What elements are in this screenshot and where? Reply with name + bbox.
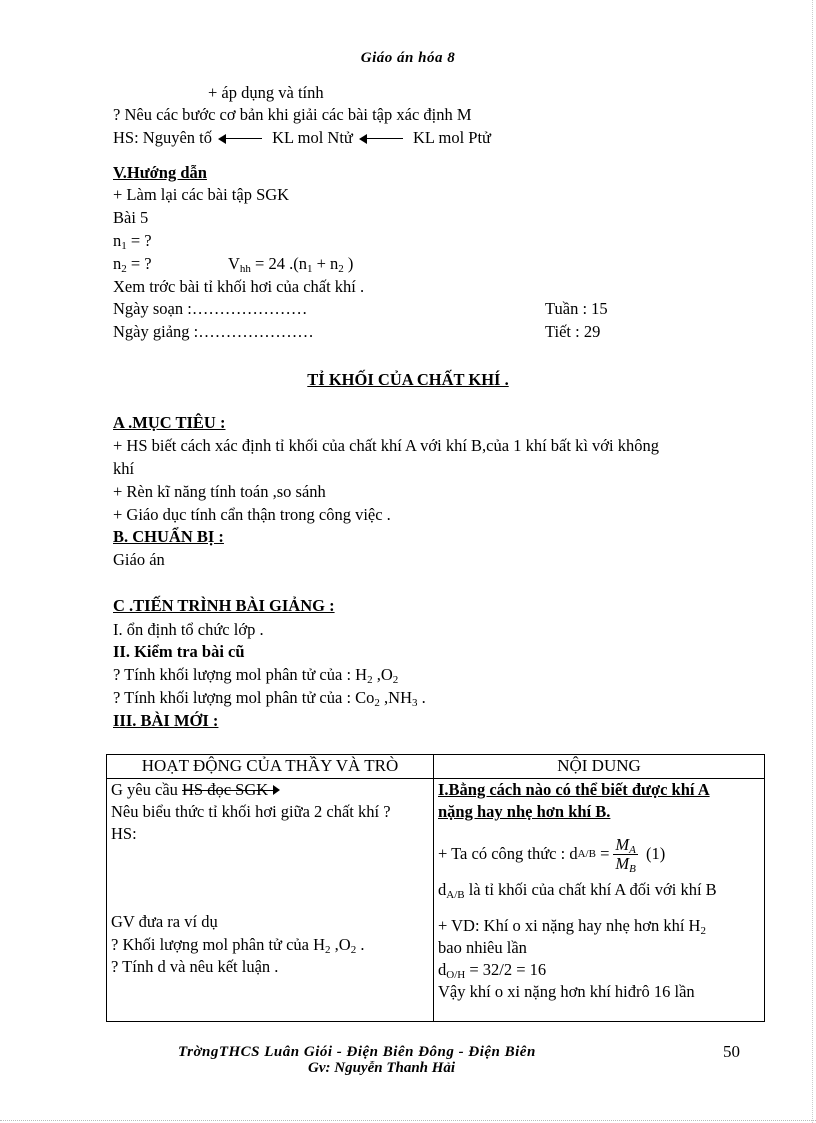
apply-line: + áp dụng và tính bbox=[208, 83, 324, 102]
objective-2: + Rèn kĩ năng tính toán ,so sánh bbox=[113, 482, 326, 501]
step-1: I. ổn định tổ chức lớp . bbox=[113, 620, 264, 639]
left-arrow-icon bbox=[359, 134, 403, 144]
struck-text: HS đọc SGK bbox=[182, 780, 269, 799]
table-row bbox=[107, 779, 765, 1022]
page-bottom-border bbox=[0, 1120, 816, 1121]
example-line-2: bao nhiêu lần bbox=[438, 938, 527, 957]
question-line: ? Nêu các bước cơ bản khi giải các bài tập xác định M bbox=[113, 105, 472, 124]
ngay-soan: Ngày soạn :………………… bbox=[113, 299, 308, 318]
page-right-border bbox=[812, 0, 813, 1123]
prep-heading: B. CHUẨN BỊ : bbox=[113, 527, 224, 546]
guide-heading: V.Hướng dẫn bbox=[113, 163, 207, 182]
activity-cell bbox=[107, 779, 434, 1022]
content-heading-2: nặng hay nhẹ hơn khí B. bbox=[438, 802, 611, 821]
footer-teacher: Gv: Nguyễn Thanh Hải bbox=[308, 1060, 456, 1076]
old-lesson-q1: ? Tính khối lượng mol phân tử của : $H_2$ $,O_2$ bbox=[113, 665, 399, 686]
activity-line-2: Nêu biểu thức tỉ khối hơi giữa 2 chất khí ? bbox=[111, 802, 391, 821]
activity-line-5: ? Khối lượng mol phân tử của $H_2$ $,O_2$ . bbox=[111, 935, 365, 956]
guide-redo: + Làm lại các bài tập SGK bbox=[113, 185, 290, 204]
content-heading-1: I.Bằng cách nào có thể biết được khí A bbox=[438, 780, 710, 799]
formula-definition: $d_{A/B}$ là tỉ khối của chất khí A đối với khí B bbox=[438, 880, 717, 901]
objective-1-cont: khí bbox=[113, 459, 135, 478]
col-header-activity: HOẠT ĐỘNG CỦA THẦY VÀ TRÒ bbox=[107, 755, 434, 779]
step-3: III. BÀI MỚI : bbox=[113, 711, 219, 730]
objectives-heading: A .MỤC TIÊU : bbox=[113, 413, 226, 432]
footer-school: TrờngTHCS Luân Giói - Điện Biên Đông - Điện Biên bbox=[178, 1044, 536, 1060]
example-line-1: + VD: Khí o xi nặng hay nhẹ hơn khí $H_2$ bbox=[438, 916, 706, 937]
activity-line-3: HS: bbox=[111, 824, 137, 843]
guide-n1: $n_1$ = ? bbox=[113, 231, 152, 252]
page-number: 50 bbox=[723, 1042, 740, 1061]
left-arrow-icon bbox=[218, 134, 262, 144]
step-2: II. Kiểm tra bài cũ bbox=[113, 642, 245, 661]
activity-table bbox=[106, 754, 765, 1022]
example-conclusion: Vậy khí o xi nặng hơn khí hiđrô 16 lần bbox=[438, 982, 695, 1001]
old-lesson-q2: ? Tính khối lượng mol phân tử của : $Co_2$ $,NH_3$ . bbox=[113, 688, 426, 709]
lesson-title: TỈ KHỐI CỦA CHẤT KHÍ . bbox=[307, 370, 509, 389]
process-heading: C .TIẾN TRÌNH BÀI GIẢNG : bbox=[113, 596, 335, 615]
guide-n2: $n_2$ = ? bbox=[113, 254, 152, 275]
tiet: Tiết : 29 bbox=[545, 322, 601, 341]
activity-line-6: ? Tính d và nêu kết luận . bbox=[111, 957, 279, 976]
activity-line-1: G yêu cầu HS đọc SGK bbox=[111, 780, 269, 799]
col-header-content: NỘI DUNG bbox=[434, 755, 765, 779]
objective-1: + HS biết cách xác định tỉ khối của chất khí A với khí B,của 1 khí bất kì với không bbox=[113, 436, 659, 455]
activity-line-4: GV đưa ra ví dụ bbox=[111, 912, 218, 931]
table-header-row bbox=[107, 755, 765, 779]
guide-vhh: $V_{hh} = 24$ $.(n_1 + n_2$ ) bbox=[228, 254, 354, 275]
page-header: Giáo án hóa 8 bbox=[360, 50, 456, 66]
example-calc: $d_{O/H} = 32/2 = 16$ bbox=[438, 960, 547, 981]
objective-3: + Giáo dục tính cẩn thận trong công việc . bbox=[113, 505, 391, 524]
prep-item: Giáo án bbox=[113, 550, 165, 569]
ngay-giang: Ngày giảng :………………… bbox=[113, 322, 314, 341]
hs-answer-line: HS: Nguyên tố KL mol Ntử KL mol Ptử bbox=[113, 128, 492, 147]
guide-bai5: Bài 5 bbox=[113, 208, 149, 227]
content-cell bbox=[434, 779, 765, 1022]
guide-preview: Xem trớc bài tỉ khối hơi của chất khí . bbox=[113, 277, 365, 296]
tuan: Tuần : 15 bbox=[545, 299, 608, 318]
formula-fraction: $\frac{M_A}{M_B}$ bbox=[615, 834, 636, 875]
formula-line: + Ta có công thức : d A/B = $\frac{M_A}{M_B}$ (1) bbox=[438, 834, 666, 875]
